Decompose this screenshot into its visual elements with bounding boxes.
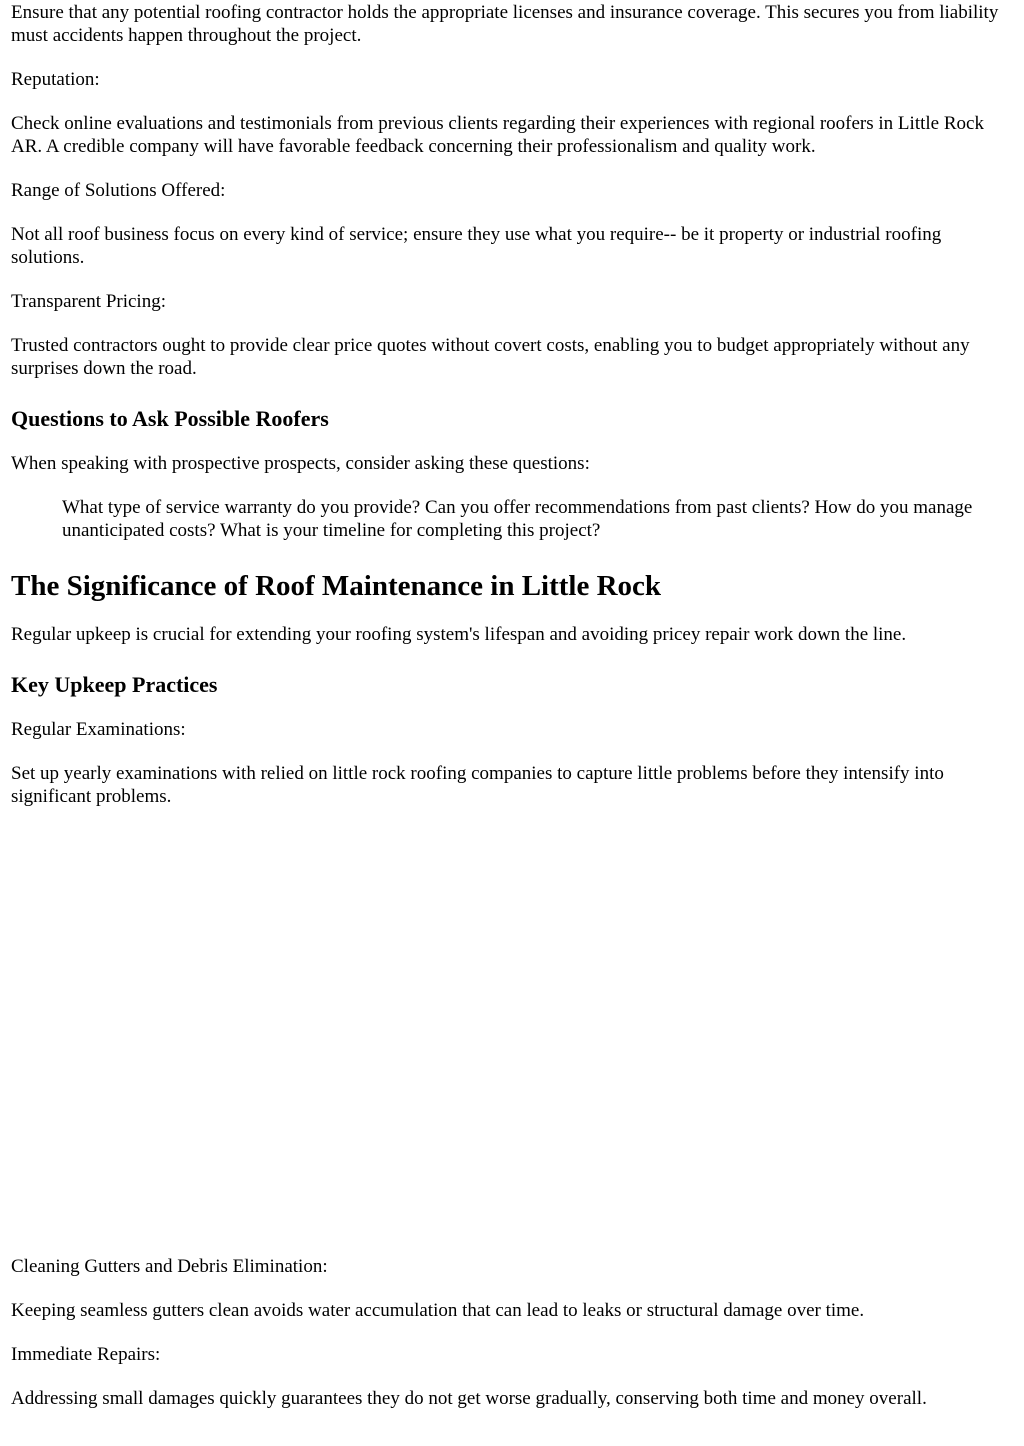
gutters-label: Cleaning Gutters and Debris Elimination: — [11, 1256, 328, 1277]
questions-heading: Questions to Ask Possible Roofers — [11, 406, 329, 431]
maintenance-heading: The Significance of Roof Maintenance in Little Rock — [11, 570, 662, 602]
range-label: Range of Solutions Offered: — [11, 180, 226, 201]
reputation-label: Reputation: — [11, 69, 100, 90]
questions-blockquote: What type of service warranty do you provide? Can you offer recommendations from past clients? How do you manage unanticipated costs? What is your timeline for completing this project? — [62, 497, 973, 541]
pricing-label: Transparent Pricing: — [11, 291, 166, 312]
maintenance-intro: Regular upkeep is crucial for extending your roofing system's lifespan and avoiding pricey repair work down the line. — [11, 624, 907, 645]
intro-paragraph: Ensure that any potential roofing contractor holds the appropriate licenses and insurance coverage. This secures you from liability must accidents happen throughout the project. — [11, 2, 999, 46]
article-body — [11, 0, 1017, 1410]
exams-paragraph: Set up yearly examinations with relied on little rock roofing companies to capture little problems before they intensify into significant problems. — [11, 763, 944, 807]
gutters-paragraph: Keeping seamless gutters clean avoids water accumulation that can lead to leaks or structural damage over time. — [11, 1300, 865, 1321]
range-paragraph: Not all roof business focus on every kind of service; ensure they use what you require-- be it property or industrial roofing solutions. — [11, 224, 942, 268]
questions-intro: When speaking with prospective prospects, consider asking these questions: — [11, 453, 590, 474]
pricing-paragraph: Trusted contractors ought to provide clear price quotes without covert costs, enabling you to budget appropriately without any surprises down the road. — [11, 335, 970, 379]
exams-label: Regular Examinations: — [11, 719, 186, 740]
repairs-paragraph: Addressing small damages quickly guarantees they do not get worse gradually, conserving both time and money overall. — [11, 1388, 927, 1409]
blank-space — [11, 808, 1017, 1255]
practices-heading: Key Upkeep Practices — [11, 672, 218, 697]
reputation-paragraph: Check online evaluations and testimonials from previous clients regarding their experiences with regional roofers in Little Rock AR. A credible company will have favorable feedback concerning their professionalism and quality work. — [11, 113, 984, 157]
repairs-label: Immediate Repairs: — [11, 1344, 161, 1365]
